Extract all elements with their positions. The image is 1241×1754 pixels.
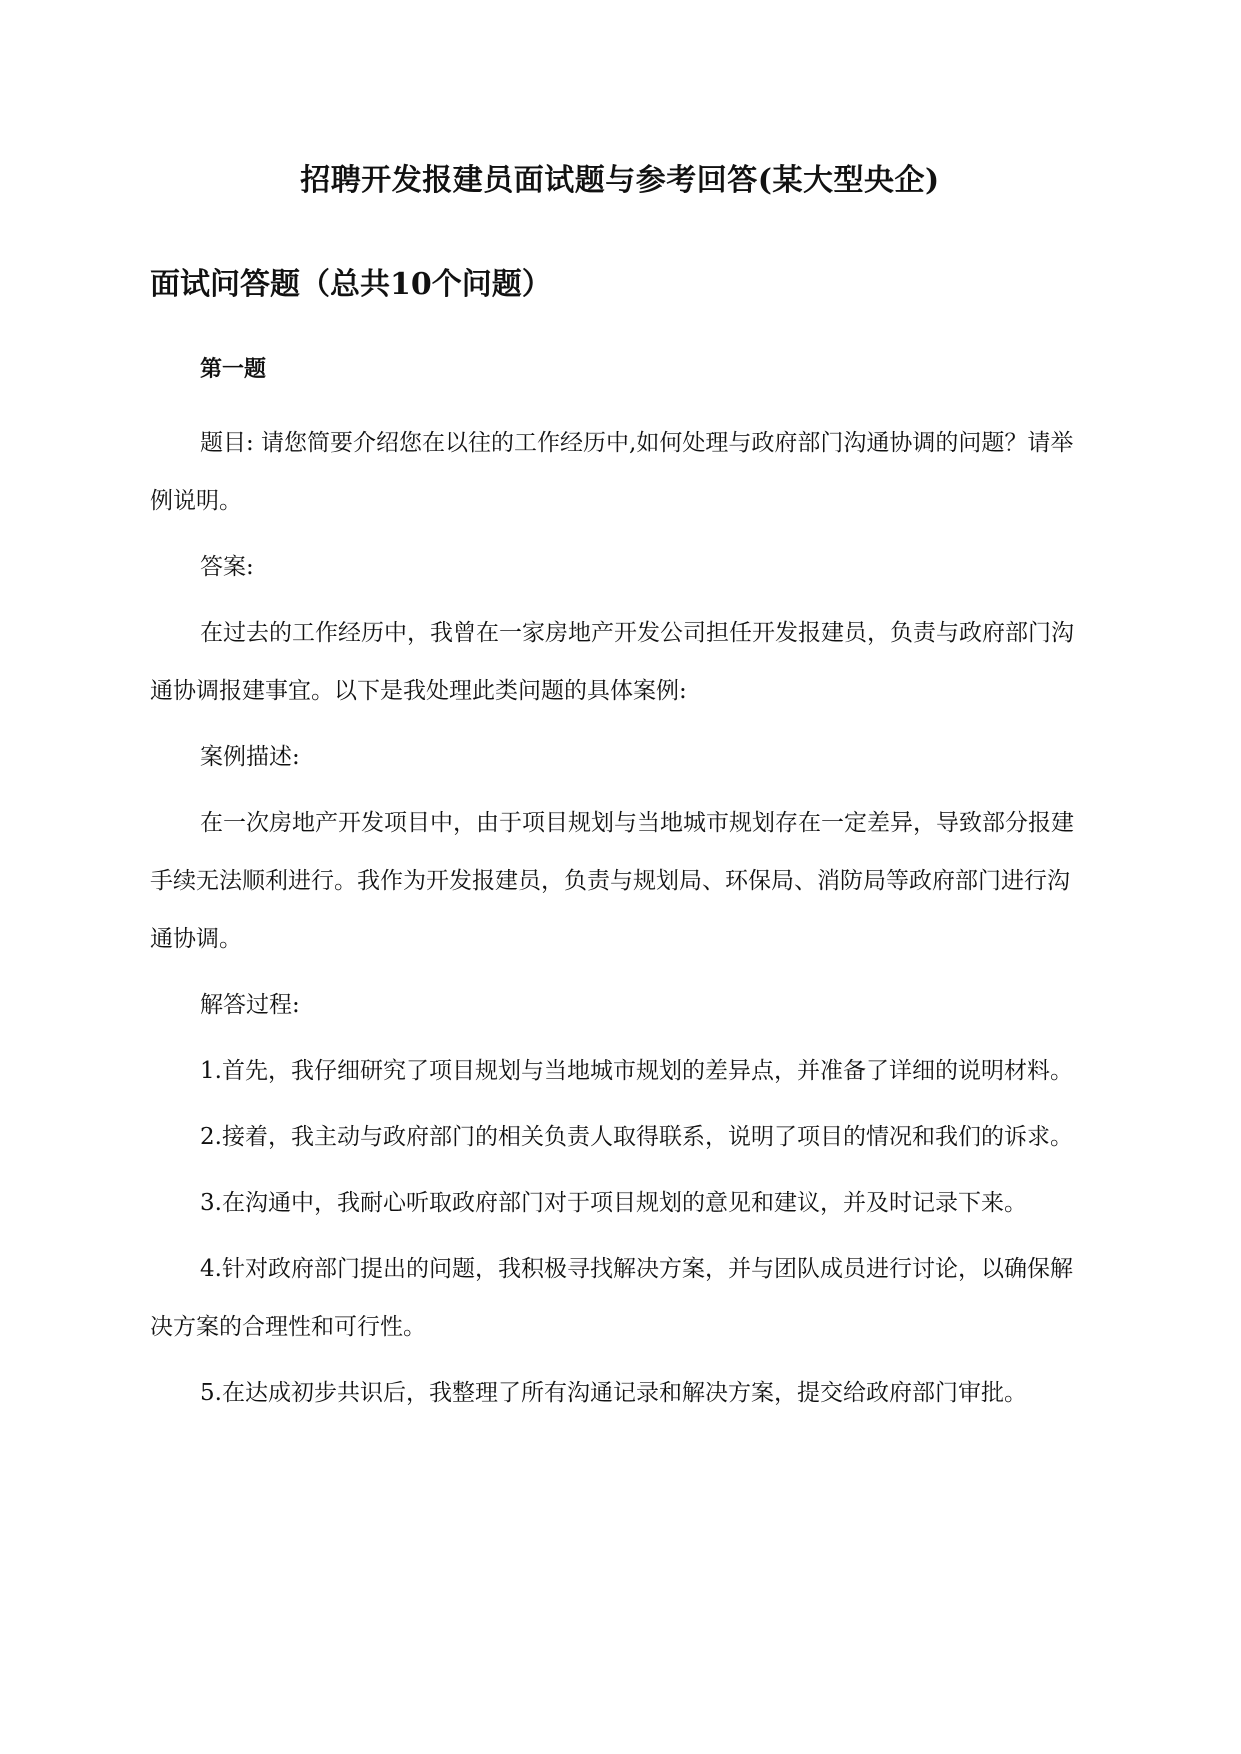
paragraph-answer-label: 答案: [200,554,254,580]
paragraph-question: 题目: 请您简要介绍您在以往的工作经历中,如何处理与政府部门沟通协调的问题？请举例说明。 [150,430,1074,514]
paragraph-step-4: 4.针对政府部门提出的问题，我积极寻找解决方案，并与团队成员进行讨论，以确保解决方案的合理性和可行性。 [150,1256,1073,1340]
paragraph-step-1: 1.首先，我仔细研究了项目规划与当地城市规划的差异点，并准备了详细的说明材料。 [200,1058,1073,1084]
section-heading: 面试问答题（总共10个问题） [150,267,552,302]
paragraph-step-3: 3.在沟通中，我耐心听取政府部门对于项目规划的意见和建议，并及时记录下来。 [200,1190,1027,1216]
paragraph-process-label: 解答过程: [200,992,300,1018]
paragraph-step-5: 5.在达成初步共识后，我整理了所有沟通记录和解决方案，提交给政府部门审批。 [200,1380,1027,1406]
document-page [150,0,1090,1754]
question-heading: 第一题 [200,356,267,382]
document-body [150,414,1090,1430]
paragraph-experience: 在过去的工作经历中，我曾在一家房地产开发公司担任开发报建员，负责与政府部门沟通协调报建事宜。以下是我处理此类问题的具体案例: [150,620,1074,704]
document-title: 招聘开发报建员面试题与参考回答(某大型央企) [300,163,940,198]
paragraph-case-label: 案例描述: [200,744,300,770]
paragraph-case-description: 在一次房地产开发项目中，由于项目规划与当地城市规划存在一定差异，导致部分报建手续无法顺利进行。我作为开发报建员，负责与规划局、环保局、消防局等政府部门进行沟通协调。 [150,810,1074,952]
paragraph-step-2: 2.接着，我主动与政府部门的相关负责人取得联系，说明了项目的情况和我们的诉求。 [200,1124,1073,1150]
